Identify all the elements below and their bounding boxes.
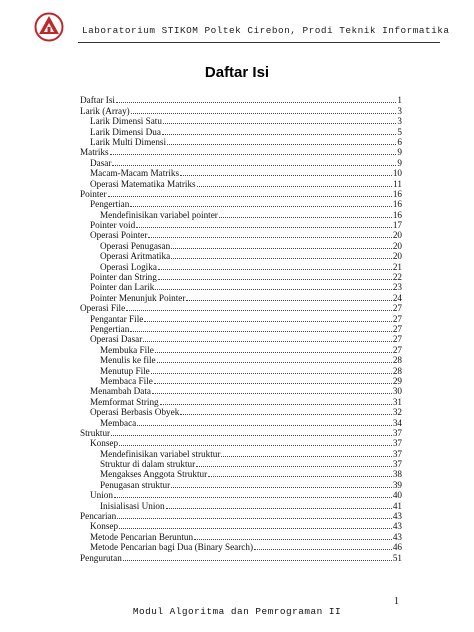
toc-leader-dots xyxy=(160,403,392,405)
toc-leader-dots xyxy=(180,174,392,176)
toc-entry[interactable] xyxy=(80,272,402,282)
toc-leader-dots xyxy=(131,112,397,114)
toc-entry[interactable] xyxy=(80,209,402,219)
toc-leader-dots xyxy=(110,153,397,155)
toc-leader-dots xyxy=(152,392,392,394)
toc-entry-title: Penugasan struktur xyxy=(100,479,171,490)
toc-entry[interactable] xyxy=(80,251,402,261)
toc-leader-dots xyxy=(196,465,392,467)
toc-entry-page: 22 xyxy=(392,272,402,283)
toc-entry-title: Mengakses Anggota Struktur xyxy=(100,469,208,480)
toc-leader-dots xyxy=(137,424,392,426)
toc-entry-page: 37 xyxy=(392,448,402,459)
toc-entry-title: Konsep xyxy=(90,438,119,449)
toc-entry-page: 20 xyxy=(392,251,402,262)
toc-entry[interactable] xyxy=(80,324,402,334)
toc-entry-title: Pointer dan String xyxy=(90,272,157,283)
toc-entry[interactable] xyxy=(80,344,402,354)
toc-entry[interactable] xyxy=(80,334,402,344)
toc-entry[interactable] xyxy=(80,189,402,199)
toc-entry[interactable] xyxy=(80,542,402,552)
page-number: 1 xyxy=(394,596,399,607)
toc-leader-dots xyxy=(130,205,392,207)
toc-entry-title: Pengertian xyxy=(90,323,130,334)
toc-entry-title: Pointer xyxy=(80,188,107,199)
toc-leader-dots xyxy=(114,496,392,498)
toc-leader-dots xyxy=(143,340,392,342)
toc-entry-title: Operasi Pointer xyxy=(90,230,148,241)
header-text: Laboratorium STIKOM Poltek Cirebon, Prodi Teknik Informatika xyxy=(82,25,450,36)
table-of-contents xyxy=(80,95,402,563)
toc-entry-page: 37 xyxy=(392,438,402,449)
toc-entry-page: 23 xyxy=(392,282,402,293)
toc-entry[interactable] xyxy=(80,469,402,479)
toc-entry-title: Menambah Data xyxy=(90,386,151,397)
toc-entry[interactable] xyxy=(80,386,402,396)
toc-leader-dots xyxy=(186,299,391,301)
toc-leader-dots xyxy=(180,413,392,415)
toc-entry-title: Menulis ke file xyxy=(100,355,156,366)
toc-entry-title: Operasi Penugasan xyxy=(100,240,171,251)
toc-entry-title: Operasi File xyxy=(80,303,126,314)
toc-entry-title: Operasi Dasar xyxy=(90,334,143,345)
toc-entry-title: Pointer Menunjuk Pointer xyxy=(90,292,186,303)
toc-entry[interactable] xyxy=(80,126,402,136)
toc-entry-page: 41 xyxy=(392,500,402,511)
toc-entry[interactable] xyxy=(80,137,402,147)
toc-entry[interactable] xyxy=(80,500,402,510)
toc-leader-dots xyxy=(171,247,392,249)
toc-entry[interactable] xyxy=(80,438,402,448)
toc-entry-page: 16 xyxy=(392,188,402,199)
toc-entry-page: 40 xyxy=(392,490,402,501)
toc-entry-page: 20 xyxy=(392,230,402,241)
toc-entry-page: 3 xyxy=(397,105,402,116)
toc-entry[interactable] xyxy=(80,355,402,365)
toc-leader-dots xyxy=(157,361,392,363)
toc-entry[interactable] xyxy=(80,521,402,531)
toc-leader-dots xyxy=(155,288,392,290)
toc-leader-dots xyxy=(108,195,392,197)
toc-entry[interactable] xyxy=(80,428,402,438)
toc-entry-title: Pengertian xyxy=(90,199,130,210)
toc-entry-title: Membaca File xyxy=(100,375,153,386)
header-divider xyxy=(78,42,440,43)
toc-leader-dots xyxy=(112,164,396,166)
toc-entry-page: 34 xyxy=(392,417,402,428)
toc-entry-page: 16 xyxy=(392,199,402,210)
page-header xyxy=(0,0,474,50)
toc-entry[interactable] xyxy=(80,105,402,115)
toc-entry[interactable] xyxy=(80,303,402,313)
toc-entry-page: 31 xyxy=(392,396,402,407)
toc-entry-title: Larik Multi Dimensi xyxy=(90,136,167,147)
toc-entry[interactable] xyxy=(80,313,402,323)
toc-entry-page: 9 xyxy=(397,147,402,158)
page-footer: Modul Algoritma dan Pemrograman II xyxy=(132,606,342,617)
toc-entry-title: Pointer void xyxy=(90,220,136,231)
toc-entry-title: Memformat String xyxy=(90,396,159,407)
toc-entry-page: 30 xyxy=(392,386,402,397)
toc-entry-title: Metode Pencarian Beruntun xyxy=(90,531,194,542)
toc-entry-page: 27 xyxy=(392,334,402,345)
toc-entry-title: Struktur di dalam struktur xyxy=(100,459,196,470)
toc-entry-title: Membaca xyxy=(100,417,137,428)
toc-entry[interactable] xyxy=(80,479,402,489)
toc-leader-dots xyxy=(167,143,396,145)
toc-leader-dots xyxy=(148,236,391,238)
toc-leader-dots xyxy=(111,434,392,436)
toc-entry[interactable] xyxy=(80,376,402,386)
toc-leader-dots xyxy=(123,559,392,561)
toc-leader-dots xyxy=(166,507,392,509)
toc-entry[interactable] xyxy=(80,282,402,292)
toc-entry[interactable] xyxy=(80,240,402,250)
toc-entry-page: 46 xyxy=(392,542,402,553)
toc-entry[interactable] xyxy=(80,178,402,188)
toc-entry-page: 9 xyxy=(397,157,402,168)
toc-entry-page: 43 xyxy=(392,511,402,522)
toc-entry[interactable] xyxy=(80,199,402,209)
toc-entry[interactable] xyxy=(80,490,402,500)
toc-entry-title: Struktur xyxy=(80,427,111,438)
toc-leader-dots xyxy=(254,548,392,550)
toc-entry[interactable] xyxy=(80,417,402,427)
toc-entry[interactable] xyxy=(80,292,402,302)
toc-entry-page: 20 xyxy=(392,240,402,251)
toc-entry-title: Operasi Berbasis Obyek xyxy=(90,407,180,418)
toc-entry-title: Dasar xyxy=(90,157,112,168)
toc-entry[interactable] xyxy=(80,261,402,271)
page-title: Daftar Isi xyxy=(204,64,270,81)
toc-entry[interactable] xyxy=(80,511,402,521)
toc-entry[interactable] xyxy=(80,396,402,406)
toc-entry-page: 38 xyxy=(392,469,402,480)
toc-leader-dots xyxy=(158,268,392,270)
toc-entry-title: Union xyxy=(90,490,113,501)
toc-entry[interactable] xyxy=(80,365,402,375)
toc-entry[interactable] xyxy=(80,147,402,157)
toc-leader-dots xyxy=(194,538,392,540)
toc-leader-dots xyxy=(171,257,392,259)
toc-leader-dots xyxy=(136,226,392,228)
toc-leader-dots xyxy=(154,382,392,384)
toc-entry-title: Mendefinisikan variabel pointer xyxy=(100,209,218,220)
toc-entry-page: 29 xyxy=(392,375,402,386)
toc-entry-page: 5 xyxy=(397,126,402,137)
toc-entry-page: 43 xyxy=(392,521,402,532)
toc-entry-page: 28 xyxy=(392,365,402,376)
toc-leader-dots xyxy=(130,330,392,332)
toc-leader-dots xyxy=(158,278,392,280)
toc-entry-title: Daftar Isi xyxy=(80,95,115,106)
toc-entry[interactable] xyxy=(80,220,402,230)
toc-entry-page: 21 xyxy=(392,261,402,272)
toc-entry-page: 10 xyxy=(392,168,402,179)
toc-leader-dots xyxy=(197,185,393,187)
toc-entry-page: 28 xyxy=(392,355,402,366)
toc-leader-dots xyxy=(144,320,391,322)
toc-leader-dots xyxy=(221,455,391,457)
toc-leader-dots xyxy=(162,133,396,135)
toc-entry[interactable] xyxy=(80,168,402,178)
toc-entry-title: Konsep xyxy=(90,521,119,532)
toc-leader-dots xyxy=(119,444,392,446)
toc-leader-dots xyxy=(117,517,392,519)
toc-entry[interactable] xyxy=(80,95,402,105)
toc-entry-title: Inisialisasi Union xyxy=(100,500,165,511)
toc-leader-dots xyxy=(163,122,396,124)
toc-entry-page: 17 xyxy=(392,220,402,231)
toc-entry-page: 27 xyxy=(392,344,402,355)
toc-entry[interactable] xyxy=(80,552,402,562)
toc-leader-dots xyxy=(119,527,392,529)
institution-logo-icon xyxy=(34,12,64,42)
toc-entry-title: Matriks xyxy=(80,147,109,158)
toc-leader-dots xyxy=(219,216,392,218)
toc-entry-page: 16 xyxy=(392,209,402,220)
toc-entry-page: 32 xyxy=(392,407,402,418)
toc-leader-dots xyxy=(171,486,392,488)
toc-entry-title: Macam-Macam Matriks xyxy=(90,168,180,179)
toc-entry-page: 39 xyxy=(392,479,402,490)
toc-entry-title: Membuka File xyxy=(100,344,154,355)
toc-entry-title: Metode Pencarian bagi Dua (Binary Search) xyxy=(90,542,254,553)
toc-entry[interactable] xyxy=(80,407,402,417)
toc-entry-title: Operasi Matematika Matriks xyxy=(90,178,196,189)
toc-entry-page: 37 xyxy=(392,459,402,470)
toc-entry-page: 27 xyxy=(392,323,402,334)
toc-entry-title: Operasi Aritmatika xyxy=(100,251,171,262)
toc-entry[interactable] xyxy=(80,459,402,469)
toc-leader-dots xyxy=(116,101,396,103)
toc-entry[interactable] xyxy=(80,157,402,167)
toc-leader-dots xyxy=(126,309,392,311)
toc-entry-title: Larik (Array) xyxy=(80,105,130,116)
toc-entry-title: Pointer dan Larik xyxy=(90,282,155,293)
toc-entry-title: Menutup File xyxy=(100,365,150,376)
toc-entry-page: 1 xyxy=(397,95,402,106)
toc-entry-title: Pencarian xyxy=(80,511,117,522)
toc-entry-page: 27 xyxy=(392,303,402,314)
toc-entry-title: Larik Dimensi Satu xyxy=(90,116,162,127)
toc-entry-title: Operasi Logika xyxy=(100,261,157,272)
toc-entry-title: Mendefinisikan variabel struktur xyxy=(100,448,221,459)
toc-entry-title: Larik Dimensi Dua xyxy=(90,126,161,137)
toc-entry-page: 24 xyxy=(392,292,402,303)
toc-entry-page: 37 xyxy=(392,427,402,438)
toc-leader-dots xyxy=(151,372,392,374)
toc-entry-page: 6 xyxy=(397,136,402,147)
toc-entry[interactable] xyxy=(80,230,402,240)
toc-entry-page: 51 xyxy=(392,552,402,563)
toc-entry-title: Pengantar File xyxy=(90,313,144,324)
toc-entry[interactable] xyxy=(80,531,402,541)
toc-entry[interactable] xyxy=(80,448,402,458)
toc-leader-dots xyxy=(208,475,392,477)
toc-entry-title: Pengurutan xyxy=(80,552,122,563)
toc-entry-page: 27 xyxy=(392,313,402,324)
toc-entry-page: 3 xyxy=(397,116,402,127)
toc-entry-page: 11 xyxy=(393,178,402,189)
toc-leader-dots xyxy=(155,351,392,353)
toc-entry[interactable] xyxy=(80,116,402,126)
toc-entry-page: 43 xyxy=(392,531,402,542)
